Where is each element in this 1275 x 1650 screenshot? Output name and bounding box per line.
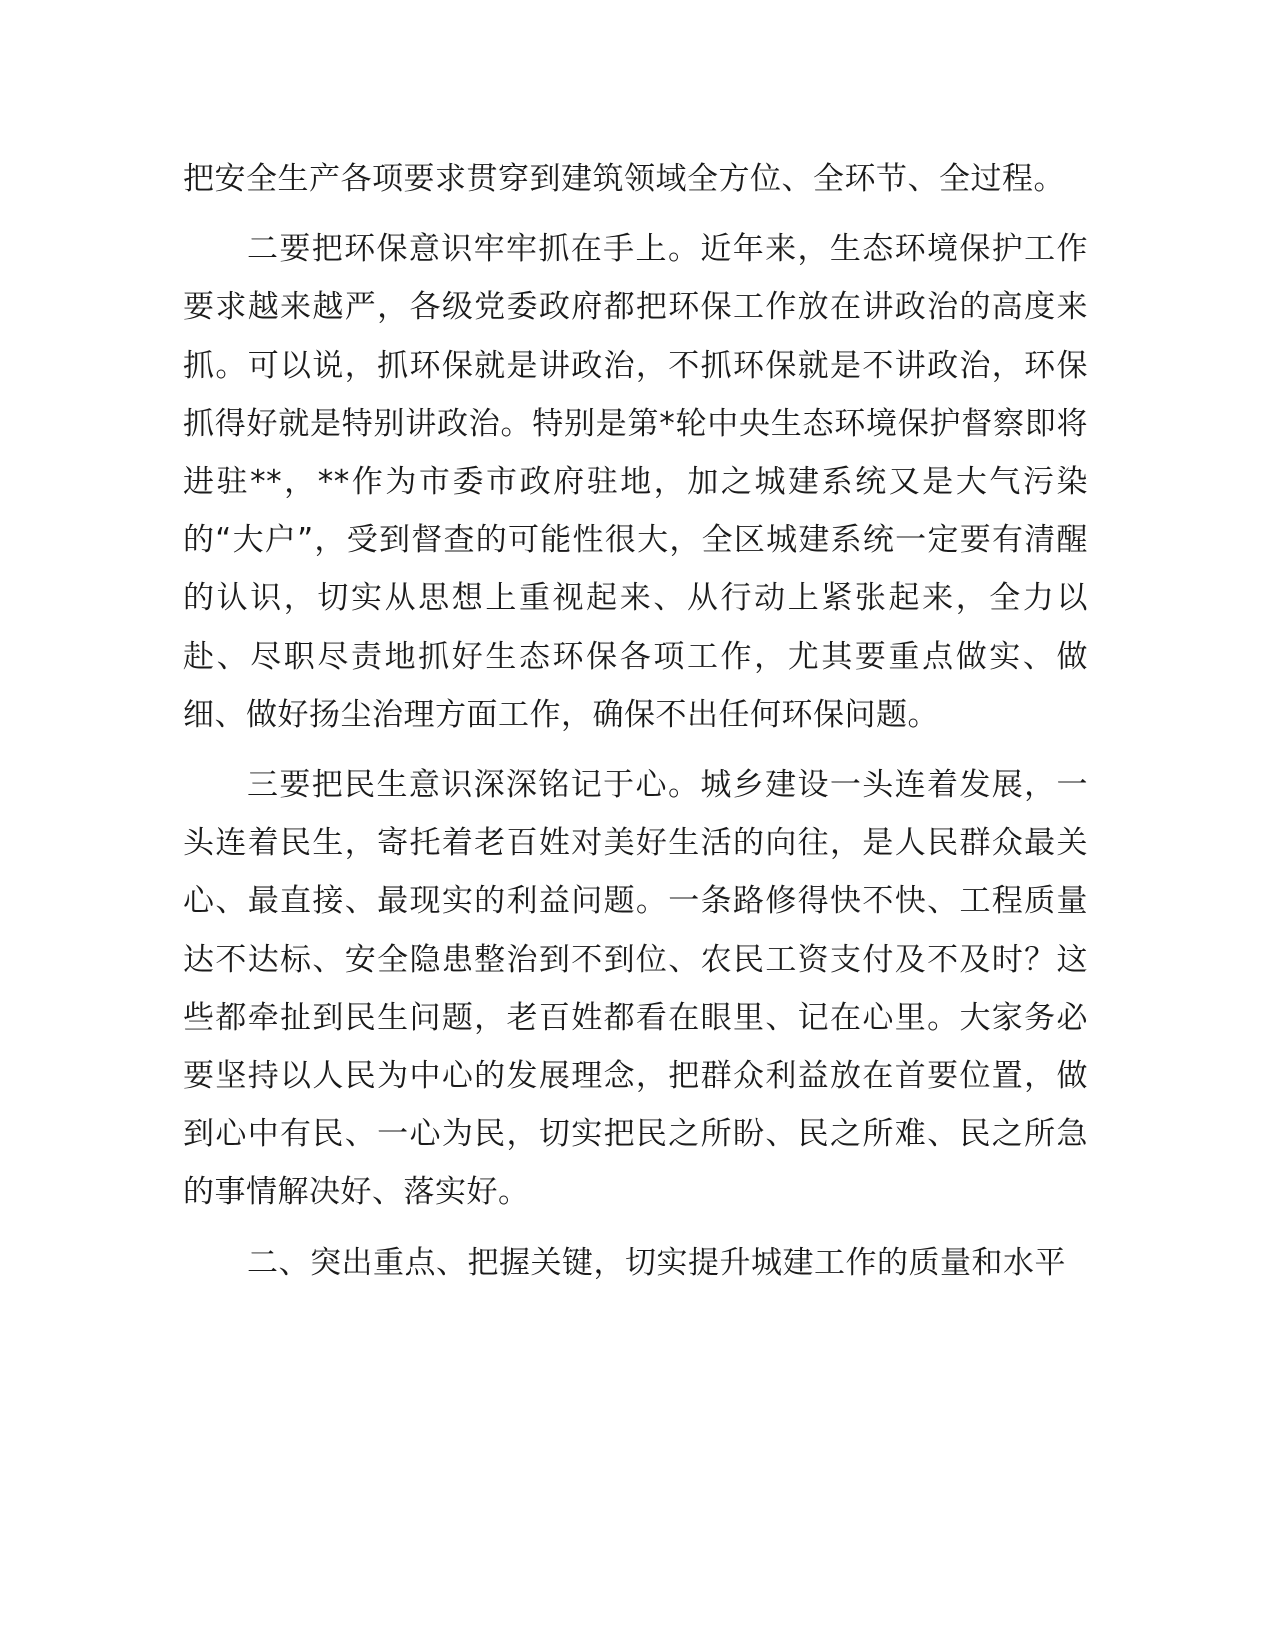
paragraph-safety-continuation: 把安全生产各项要求贯穿到建筑领域全方位、全环节、全过程。 (183, 161, 1065, 197)
document-body (183, 150, 1088, 1304)
paragraph-livelihood-awareness: 三要把民生意识深深铭记于心。城乡建设一头连着发展，一头连着民生，寄托着老百姓对美好生活的向往，是人民群众最关心、最直接、最现实的利益问题。一条路修得快不快、工程质量达不达标、安全隐患整治到不到位、农民工资支付及不及时？这些都牵扯到民生问题，老百姓都看在眼里、记在心里。大家务必要坚持以人民为中心的发展理念，把群众利益放在首要位置，做到心中有民、一心为民，切实把民之所盼、民之所难、民之所急的事情解决好、落实好。 (183, 767, 1088, 1211)
section-heading-two: 二、突出重点、把握关键，切实提升城建工作的质量和水平 (247, 1244, 1066, 1281)
paragraph-environmental-awareness: 二要把环保意识牢牢抓在手上。近年来，生态环境保护工作要求越来越严，各级党委政府都把环保工作放在讲政治的高度来抓。可以说，抓环保就是讲政治，不抓环保就是不讲政治，环保抓得好就是特别讲政治。特别是第*轮中央生态环境保护督察即将进驻**，**作为市委市政府驻地，加之城建系统又是大气污染的“大户”，受到督查的可能性很大，全区城建系统一定要有清醒的认识，切实从思想上重视起来、从行动上紧张起来，全力以赴、尽职尽责地抓好生态环保各项工作，尤其要重点做实、做细、做好扬尘治理方面工作，确保不出任何环保问题。 (183, 231, 1088, 733)
